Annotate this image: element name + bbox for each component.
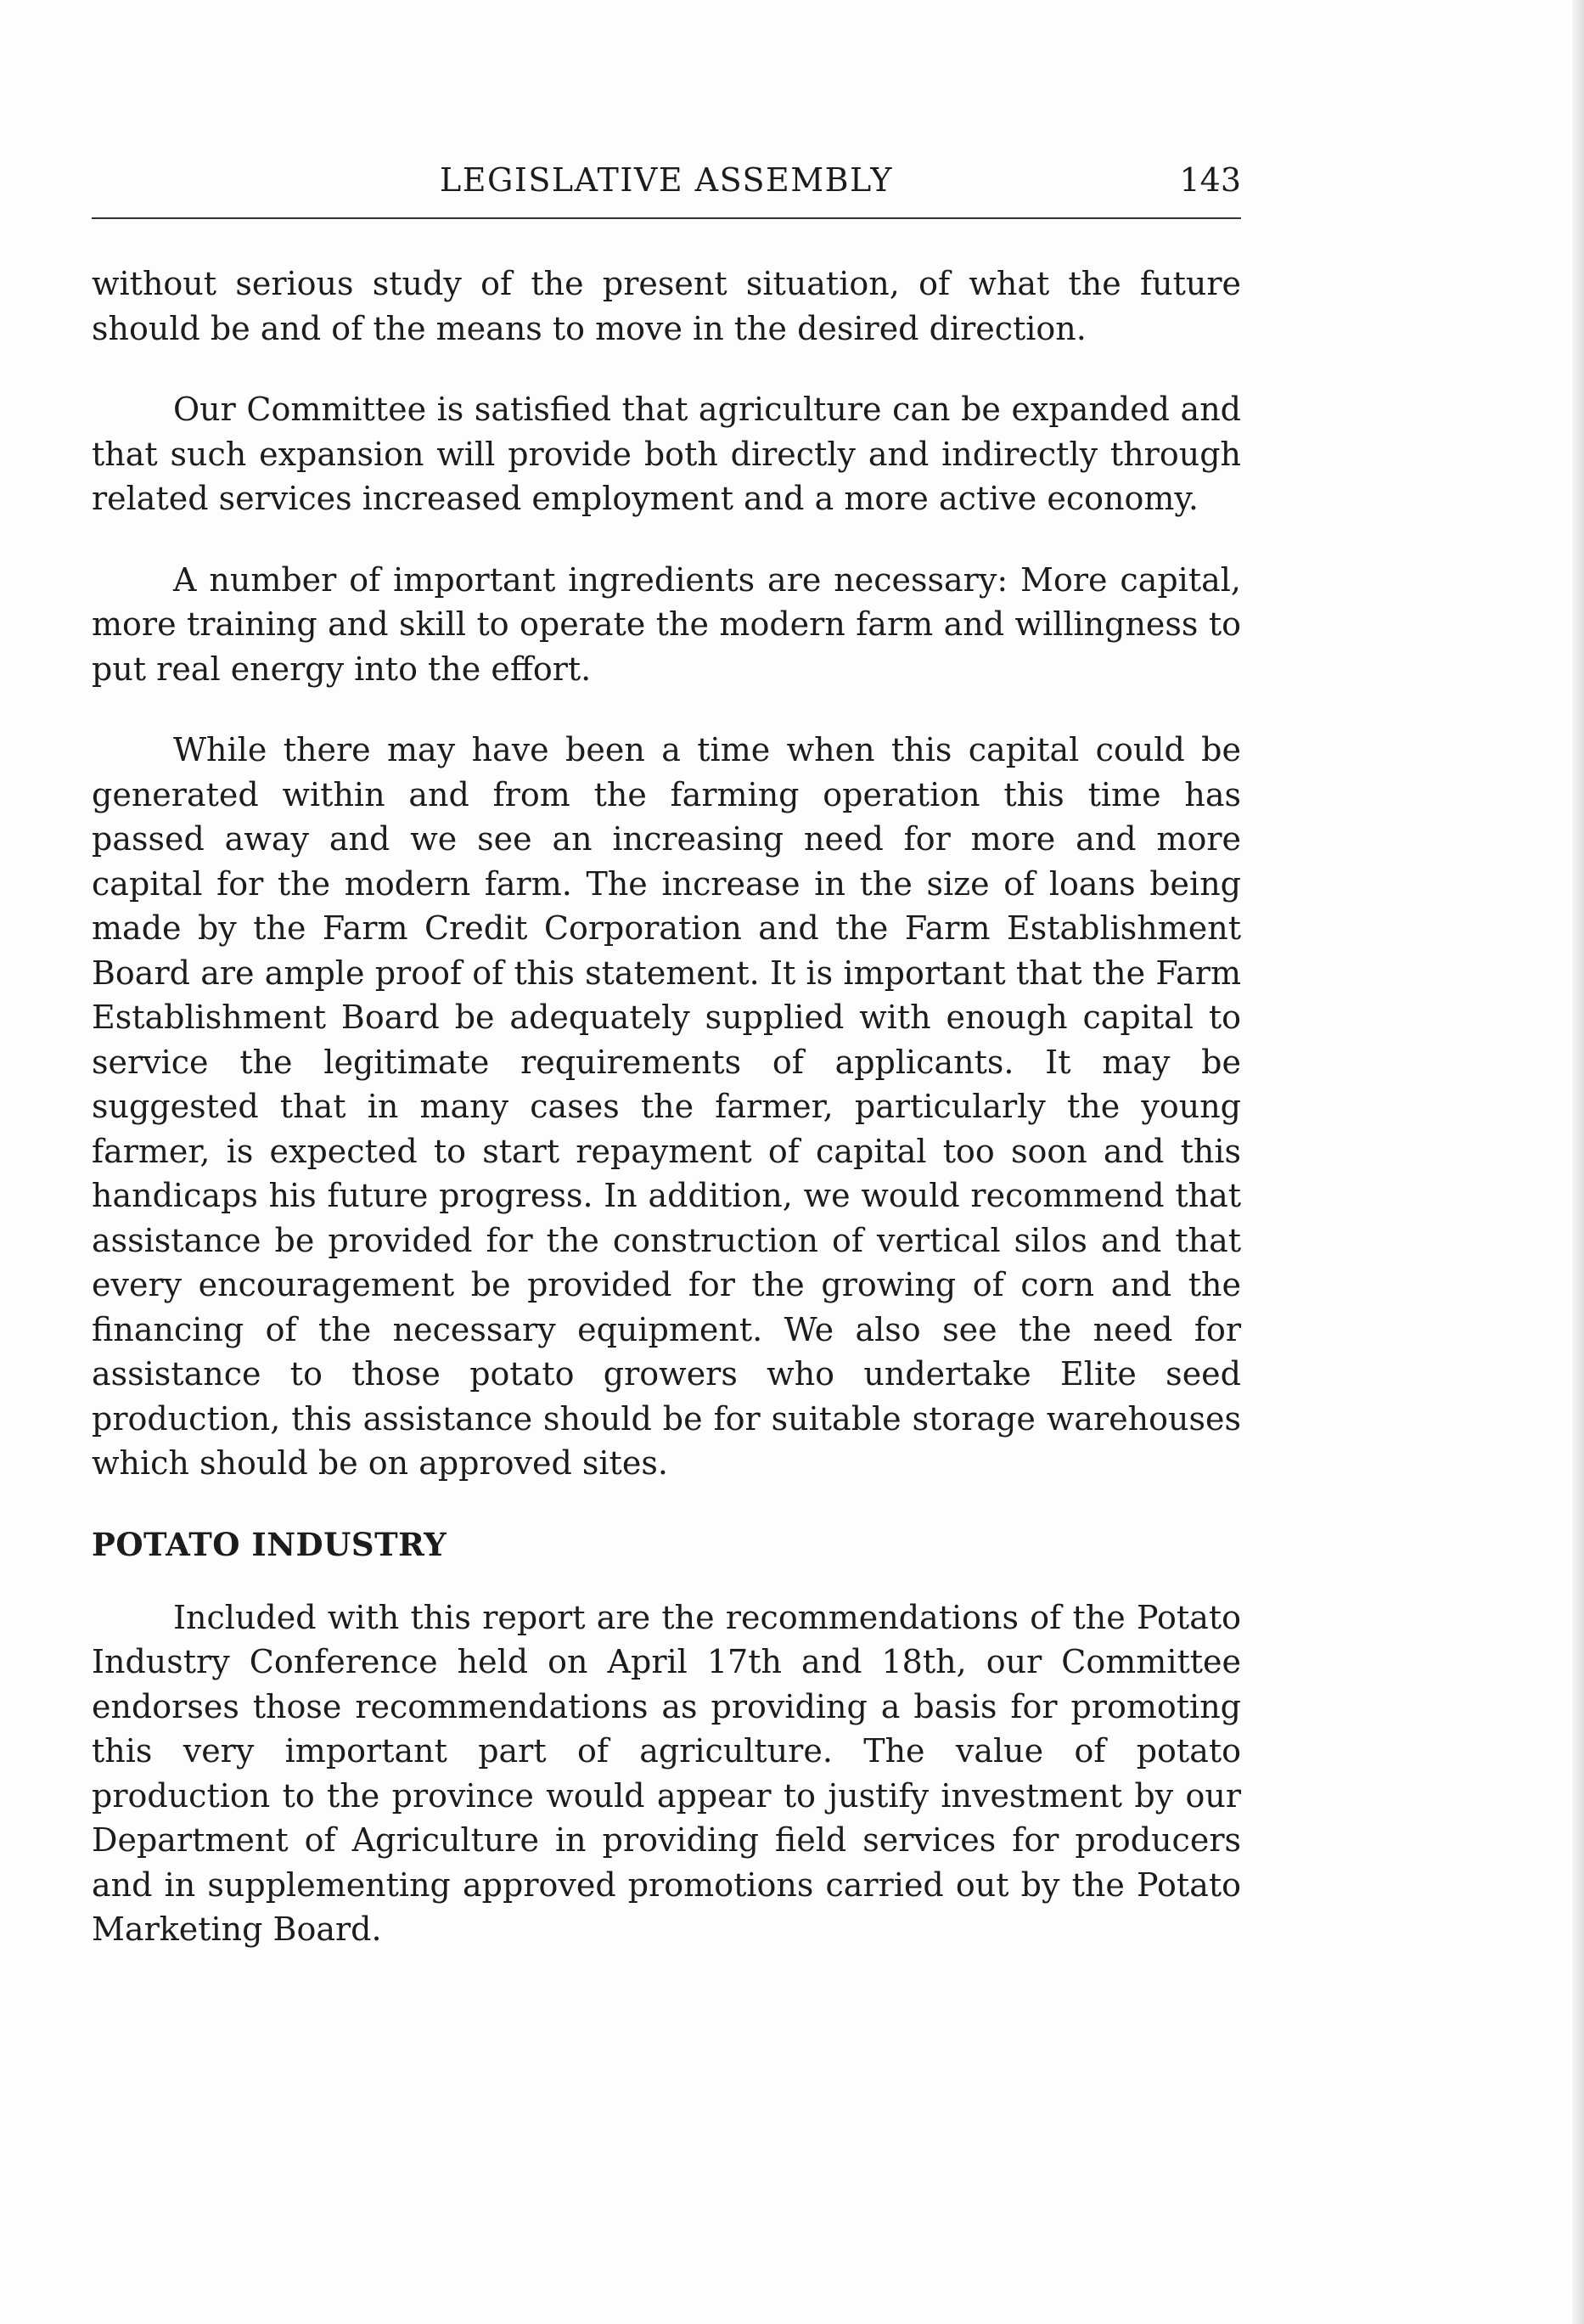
body-text (92, 262, 1241, 1989)
page-edge-shadow (1572, 0, 1584, 2324)
paragraph-expansion: Our Committee is satisfied that agriculture can be expanded and that such expansion will provide both directly and indirectly through related services increased employment and a more active economy. (92, 391, 1241, 517)
paragraph-capital: While there may have been a time when this capital could be generated within and from the farming operation this time has passed away and we see an increasing need for more and more capital for the modern farm. The increase in the size of loans being made by the Farm Credit Corporation and the Farm Establishment Board are ample proof of this statement. It is important that the Farm Establishment Board be adequately supplied with enough capital to service the legitimate requirements of applicants. It may be suggested that in many cases the farmer, particularly the young farmer, is expected to start repayment of capital too soon and this handicaps his future progress. In addition, we would recommend that assistance be provided for the construction of vertical silos and that every encouragement be provided for the growing of corn and the financing of the necessary equipment. We also see the need for assistance to those potato growers who undertake Elite seed production, this assistance should be for suitable storage warehouses which should be on approved sites. (92, 731, 1241, 1482)
section-heading: POTATO INDUSTRY (92, 1525, 447, 1563)
paragraph-potato-industry: Included with this report are the recommendations of the Potato Industry Conference held on April 17th and 18th, our Committee endorses those recommendations as providing a basis for promoting this very important part of agriculture. The value of potato production to the province would appear to justify investment by our Department of Agriculture in providing field services for producers and in supplementing approved promotions carried out by the Potato Marketing Board. (92, 1598, 1241, 1948)
running-head: LEGISLATIVE ASSEMBLY (440, 161, 893, 199)
header-rule (92, 217, 1241, 219)
paragraph-ingredients: A number of important ingredients are necessary: More capital, more training and skill to operate the modern farm and willingness to put real energy into the effort. (92, 560, 1241, 688)
paragraph-continuation: without serious study of the present situation, of what the future should be and of the means to move in the desired direction. (92, 265, 1241, 347)
page-header (92, 161, 1241, 216)
page-number: 143 (1179, 161, 1241, 199)
